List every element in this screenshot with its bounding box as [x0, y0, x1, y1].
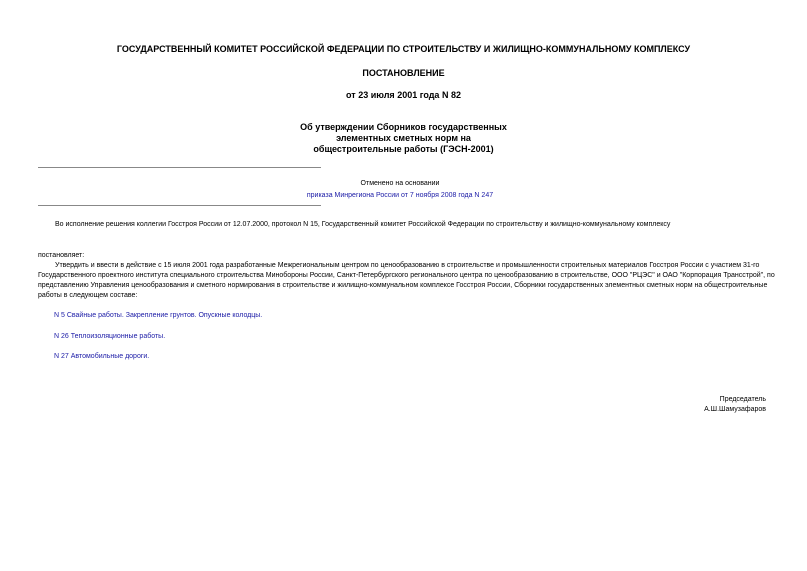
collection-link-5[interactable]: N 5 Свайные работы. Закрепление грунтов. Опускные колодцы.	[54, 312, 263, 319]
cancellation-label: Отменено на основании	[360, 180, 440, 187]
bottom-divider	[38, 205, 321, 206]
document-date-number: от 23 июля 2001 года N 82	[346, 90, 461, 100]
top-divider	[38, 167, 321, 168]
collection-link-26[interactable]: N 26 Теплоизоляционные работы.	[54, 333, 166, 340]
document-title-line-3: общестроительные работы (ГЭСН-2001)	[313, 144, 494, 154]
body-paragraph: Утвердить и ввести в действие с 15 июля 2001 года разработанные Межрегиональным центром по ценообразованию в строительстве и промышленности строительных материалов Госстроя России с участием 31-го Государственного проектного института специального строительства Минобороны России, Санкт-Петербургского регионального центра по ценообразованию в строительстве, ООО "РЦЭС" и ОАО "Корпорация Трансстрой", по представлению Управления ценообразования и сметного нормирования в строительстве и жилищно-коммунальном комплексе Госстроя России, Сборники государственных элементных сметных норм на общестроительные работы в следующем составе:	[38, 262, 775, 299]
document-type: ПОСТАНОВЛЕНИЕ	[362, 68, 445, 78]
document-title-line-2: элементных сметных норм на	[336, 133, 471, 143]
document-title-line-1: Об утверждении Сборников государственных	[300, 122, 507, 132]
decides-text: постановляет:	[38, 252, 85, 259]
committee-header: ГОСУДАРСТВЕННЫЙ КОМИТЕТ РОССИЙСКОЙ ФЕДЕРАЦИИ ПО СТРОИТЕЛЬСТВУ И ЖИЛИЩНО-КОММУНАЛЬНОМУ КОМПЛЕКСУ	[116, 44, 691, 54]
preamble-text: Во исполнение решения коллегии Госстроя России от 12.07.2000, протокол N 15, Государственный комитет Российской Федерации по строительству и жилищно-коммунальному комплексу	[55, 221, 671, 228]
signature-position: Председатель	[719, 396, 766, 403]
collection-link-27[interactable]: N 27 Автомобильные дороги.	[54, 353, 150, 360]
signature-name: А.Ш.Шамузафаров	[704, 406, 766, 413]
cancellation-link[interactable]: приказа Минрегиона России от 7 ноября 2008 года N 247	[306, 192, 494, 199]
